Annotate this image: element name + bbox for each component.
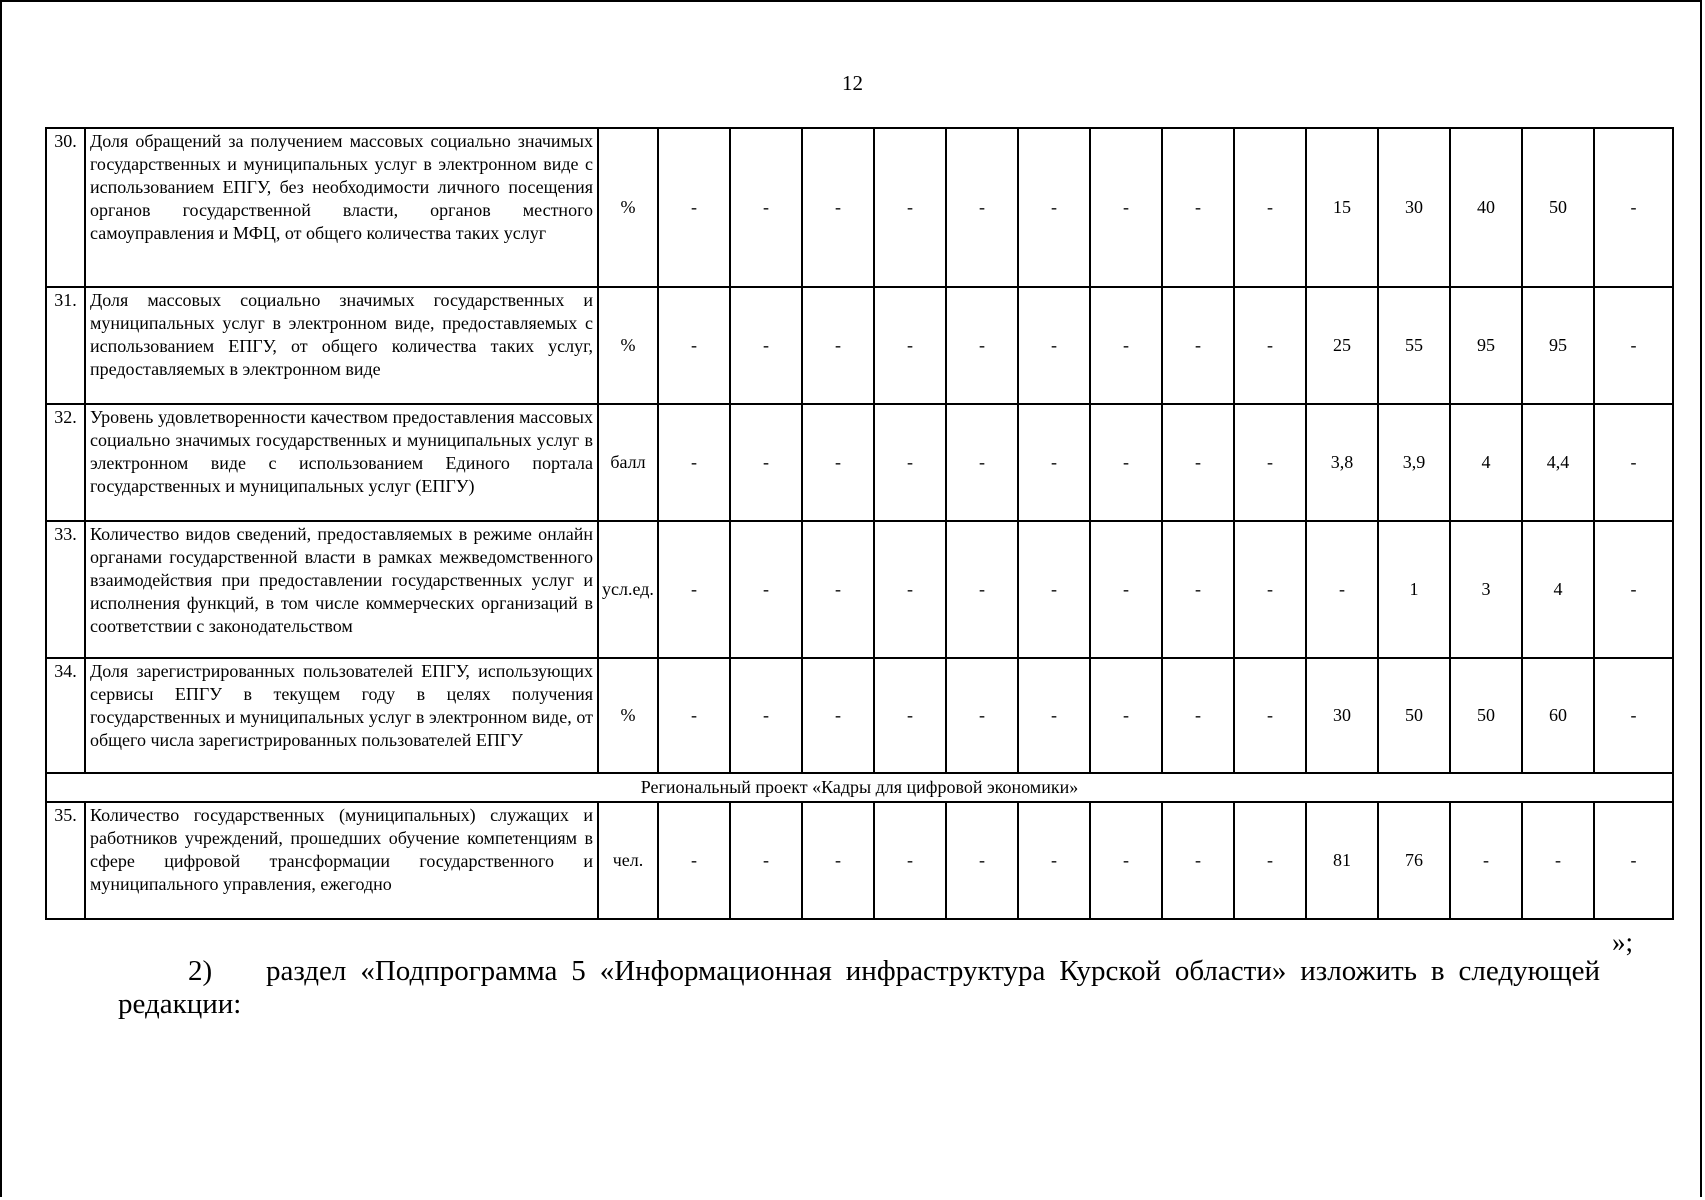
value-cell: - [730, 802, 802, 919]
value-cell: - [1090, 658, 1162, 773]
value-cell: - [1162, 658, 1234, 773]
value-cell: - [802, 802, 874, 919]
value-cell: - [1234, 128, 1306, 287]
value-cell: - [874, 287, 946, 404]
value-cell: - [1594, 287, 1673, 404]
value-cell: 3,9 [1378, 404, 1450, 521]
amendment-paragraph [118, 955, 1600, 1021]
value-cell: - [1018, 287, 1090, 404]
value-cell: - [802, 287, 874, 404]
row-number: 31. [46, 287, 85, 404]
row-number: 33. [46, 521, 85, 658]
value-cell: - [1594, 521, 1673, 658]
value-cell: 30 [1378, 128, 1450, 287]
value-cell: - [874, 802, 946, 919]
section-header-row [46, 773, 1673, 802]
value-cell: 40 [1450, 128, 1522, 287]
table-row [46, 802, 1673, 919]
value-cell: - [1522, 802, 1594, 919]
indicator-name: Количество видов сведений, предоставляемых в режиме онлайн органами государственной власти в рамках межведомственного взаимодействия при предоставлении государственных услуг и исполнения функций, в том числе коммерческих организаций в соответствии с законодательством [85, 521, 598, 658]
value-cell: - [1162, 521, 1234, 658]
value-cell: - [1594, 802, 1673, 919]
indicator-unit: усл.ед. [598, 521, 658, 658]
paragraph-number: 2) [188, 955, 213, 987]
table-row [46, 287, 1673, 404]
value-cell: 3,8 [1306, 404, 1378, 521]
value-cell: 3 [1450, 521, 1522, 658]
row-number: 35. [46, 802, 85, 919]
table-row [46, 404, 1673, 521]
value-cell: - [1162, 802, 1234, 919]
value-cell: - [1594, 128, 1673, 287]
value-cell: - [730, 658, 802, 773]
value-cell: 95 [1522, 287, 1594, 404]
indicator-unit: балл [598, 404, 658, 521]
value-cell: - [946, 802, 1018, 919]
indicator-unit: % [598, 287, 658, 404]
value-cell: 25 [1306, 287, 1378, 404]
value-cell: - [802, 521, 874, 658]
value-cell: 50 [1450, 658, 1522, 773]
value-cell: - [1018, 128, 1090, 287]
paragraph-text: раздел «Подпрограмма 5 «Информационная инфраструктура Курской области» изложить в следующей редакции: [118, 955, 1600, 1020]
value-cell: - [658, 128, 730, 287]
value-cell: - [1594, 658, 1673, 773]
value-cell: - [874, 658, 946, 773]
value-cell: - [658, 287, 730, 404]
value-cell: 81 [1306, 802, 1378, 919]
value-cell: - [874, 128, 946, 287]
value-cell: - [658, 521, 730, 658]
value-cell: - [1234, 658, 1306, 773]
value-cell: - [1234, 802, 1306, 919]
value-cell: - [874, 521, 946, 658]
page-number: 12 [842, 71, 863, 95]
table-row [46, 521, 1673, 658]
value-cell: - [1234, 521, 1306, 658]
value-cell: - [658, 658, 730, 773]
value-cell: - [1018, 521, 1090, 658]
value-cell: - [730, 404, 802, 521]
value-cell: - [1162, 287, 1234, 404]
indicators-body [46, 128, 1673, 919]
row-number: 32. [46, 404, 85, 521]
indicator-name: Количество государственных (муниципальных) служащих и работников учреждений, прошедших обучение компетенциям в сфере цифровой трансформации государственного и муниципального управления, ежегодно [85, 802, 598, 919]
value-cell: - [802, 128, 874, 287]
value-cell: - [1018, 802, 1090, 919]
value-cell: - [658, 404, 730, 521]
value-cell: - [730, 128, 802, 287]
value-cell: 30 [1306, 658, 1378, 773]
value-cell: - [946, 658, 1018, 773]
indicator-name: Доля зарегистрированных пользователей ЕПГУ, использующих сервисы ЕПГУ в текущем году в целях получения государственных и муниципальных услуг в электронном виде, от общего числа зарегистрированных пользователей ЕПГУ [85, 658, 598, 773]
value-cell: 95 [1450, 287, 1522, 404]
value-cell: - [1306, 521, 1378, 658]
indicator-name: Доля обращений за получением массовых социально значимых государственных и муниципальных услуг в электронном виде с использованием ЕПГУ, без необходимости личного посещения органов государственной власти, органов местного самоуправления и МФЦ, от общего количества таких услуг [85, 128, 598, 287]
value-cell: - [1594, 404, 1673, 521]
value-cell: - [1162, 404, 1234, 521]
value-cell: - [1018, 404, 1090, 521]
value-cell: - [874, 404, 946, 521]
closing-quote: »; [1612, 927, 1634, 957]
indicator-name: Доля массовых социально значимых государственных и муниципальных услуг в электронном виде, предоставляемых с использованием ЕПГУ, от общего количества таких услуг, предоставляемых в электронном виде [85, 287, 598, 404]
section-title: Региональный проект «Кадры для цифровой экономики» [46, 773, 1673, 802]
value-cell: 50 [1378, 658, 1450, 773]
value-cell: 60 [1522, 658, 1594, 773]
value-cell: - [730, 521, 802, 658]
value-cell: - [946, 287, 1018, 404]
value-cell: 50 [1522, 128, 1594, 287]
value-cell: - [946, 128, 1018, 287]
row-number: 30. [46, 128, 85, 287]
value-cell: 4,4 [1522, 404, 1594, 521]
value-cell: - [1090, 128, 1162, 287]
value-cell: - [1450, 802, 1522, 919]
indicator-unit: % [598, 658, 658, 773]
value-cell: - [1090, 404, 1162, 521]
value-cell: - [1018, 658, 1090, 773]
value-cell: 4 [1522, 521, 1594, 658]
value-cell: - [730, 287, 802, 404]
value-cell: - [1234, 287, 1306, 404]
value-cell: 1 [1378, 521, 1450, 658]
indicator-unit: чел. [598, 802, 658, 919]
table-row [46, 658, 1673, 773]
value-cell: - [658, 802, 730, 919]
value-cell: 15 [1306, 128, 1378, 287]
value-cell: 55 [1378, 287, 1450, 404]
value-cell: - [1090, 287, 1162, 404]
value-cell: - [1162, 128, 1234, 287]
value-cell: - [946, 521, 1018, 658]
indicators-table [45, 127, 1674, 920]
value-cell: - [1090, 521, 1162, 658]
value-cell: - [802, 658, 874, 773]
indicator-unit: % [598, 128, 658, 287]
value-cell: 76 [1378, 802, 1450, 919]
indicator-name: Уровень удовлетворенности качеством предоставления массовых социально значимых государственных и муниципальных услуг в электронном виде с использованием Единого портала государственных и муниципальных услуг (ЕПГУ) [85, 404, 598, 521]
table-row [46, 128, 1673, 287]
value-cell: - [946, 404, 1018, 521]
value-cell: - [1090, 802, 1162, 919]
value-cell: - [1234, 404, 1306, 521]
value-cell: 4 [1450, 404, 1522, 521]
row-number: 34. [46, 658, 85, 773]
value-cell: - [802, 404, 874, 521]
